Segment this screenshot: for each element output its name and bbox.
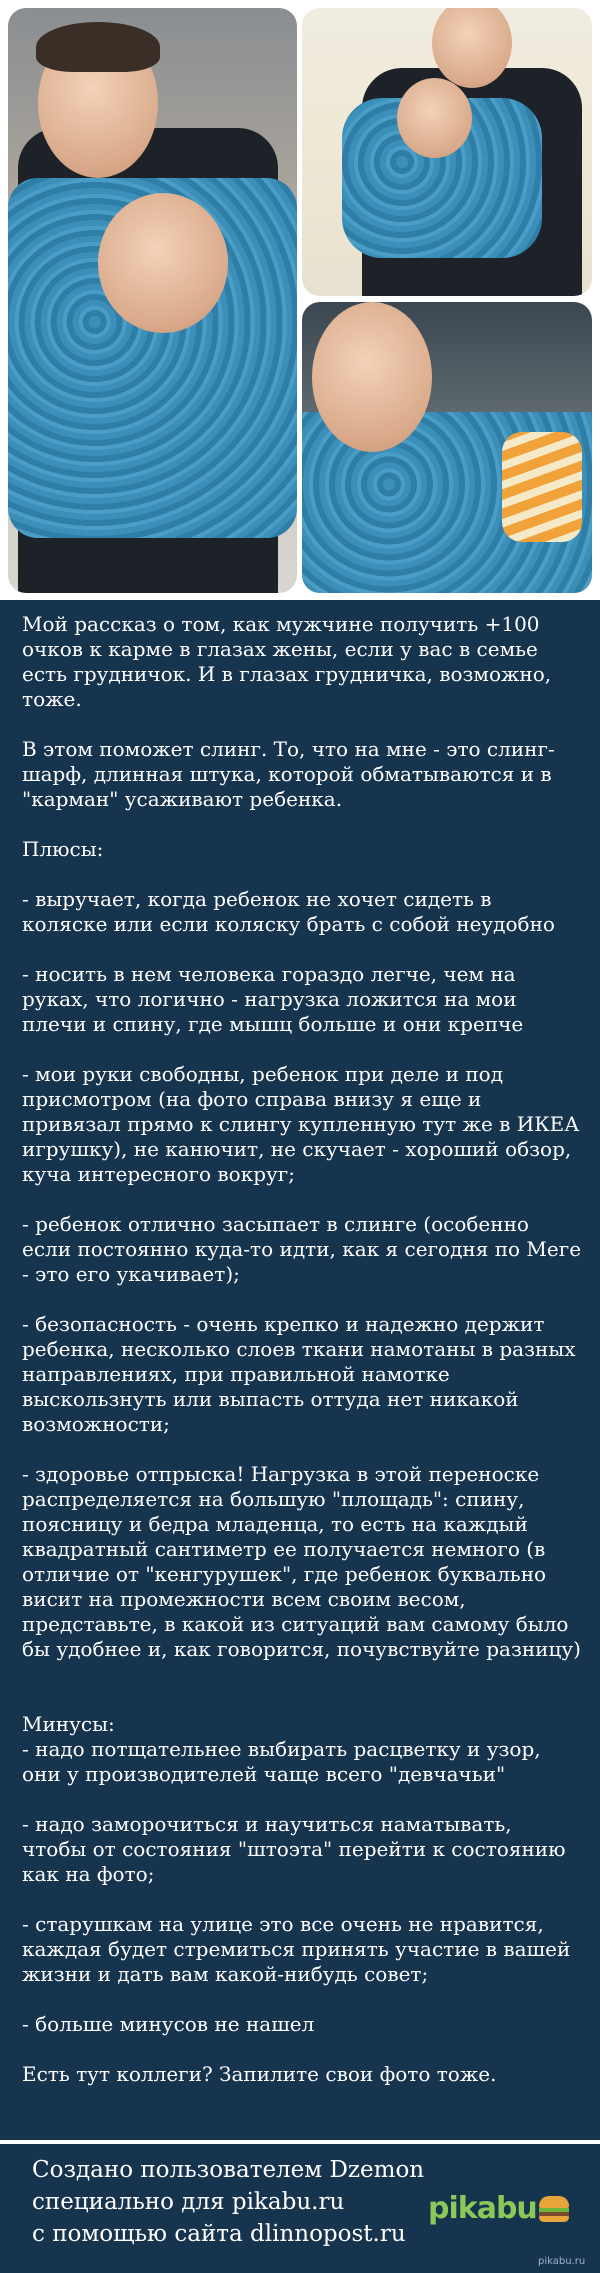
photo-left [8, 8, 297, 593]
story-paragraph: - здоровье отпрыска! Нагрузка в этой переноске распределяется на большую "площадь": спину, поясницу и бедра младенца, то есть на каждый квадратный сантиметр ее получается немного (в отличие от "кенгурушек", где ребенок буквально висит на промежности всем своим весом, представьте, в какой из ситуаций вам самому было бы удобнее и, как говорится, почувствуйте разницу) [22, 1462, 581, 1661]
baby-head [98, 193, 228, 333]
story-paragraph: Плюсы: [22, 837, 104, 861]
story-paragraph: Есть тут коллеги? Запилите свои фото тоже. [22, 2062, 497, 2086]
story-paragraph: - ребенок отлично засыпает в слинге (особенно если постоянно куда-то идти, как я сегодня по Меге - это его укачивает); [22, 1212, 588, 1286]
story-paragraph: В этом поможет слинг. То, что на мне - это слинг-шарф, длинная штука, которой обматываются и в "карман" усаживают ребенка. [22, 737, 559, 811]
story-paragraph: - носить в нем человека гораздо легче, чем на руках, что логично - нагрузка ложится на мои плечи и спину, где мышц больше и они крепче [22, 962, 524, 1036]
logo-text: pikabu [428, 2190, 537, 2226]
photo-collage [0, 0, 600, 600]
photo-bottom-right [302, 302, 592, 593]
story-paragraph: Мой рассказ о том, как мужчине получить +100 очков к карме в глазах жены, если у вас в семье есть грудничок. И в глазах грудничка, возможно, тоже. [22, 612, 558, 711]
man-hair [36, 22, 160, 72]
baby-head [312, 302, 432, 452]
pikabu-logo[interactable] [428, 2188, 569, 2228]
story-text [22, 612, 588, 2112]
story-paragraph: - мои руки свободны, ребенок при деле и под присмотром (на фото справа внизу я еще и привязал прямо к слингу купленную тут же в ИКЕА игрушку), не канючит, не скучает - хороший обзор, куча интересного вокруг; [22, 1062, 586, 1186]
credit-line: Создано пользователем Dzemon [32, 2157, 425, 2183]
small-watermark: pikabu.ru [538, 2256, 586, 2267]
footer [0, 2144, 600, 2273]
story-paragraph: - больше минусов не нашел [22, 2012, 315, 2036]
photo-top-right [302, 8, 592, 296]
credit-line: специально для pikabu.ru [32, 2189, 345, 2215]
story-paragraph: - старушкам на улице это все очень не нравится, каждая будет стремиться принять участие в вашей жизни и дать вам какой-нибудь совет; [22, 1912, 577, 1986]
story-paragraph: - выручает, когда ребенок не хочет сидеть в коляске или если коляску брать с собой неудобно [22, 887, 555, 936]
toy-giraffe [502, 432, 582, 542]
story-paragraph: - безопасность - очень крепко и надежно держит ребенка, несколько слоев ткани намотаны в разных направлениях, при правильной намотке выскользнуть или выпасть оттуда нет никакой возможности; [22, 1312, 582, 1436]
credit-text [32, 2154, 452, 2250]
story-paragraph: Минусы: - надо потщательнее выбирать расцветку и узор, они у производителей чаще всего "девчачьи" [22, 1712, 541, 1786]
story-paragraph: - надо заморочиться и научиться наматывать, чтобы от состояния "штоэта" перейти к состоянию как на фото; [22, 1812, 572, 1886]
baby-head [397, 78, 472, 158]
credit-line: с помощью сайта dlinnopost.ru [32, 2221, 406, 2247]
burger-icon [539, 2194, 569, 2222]
